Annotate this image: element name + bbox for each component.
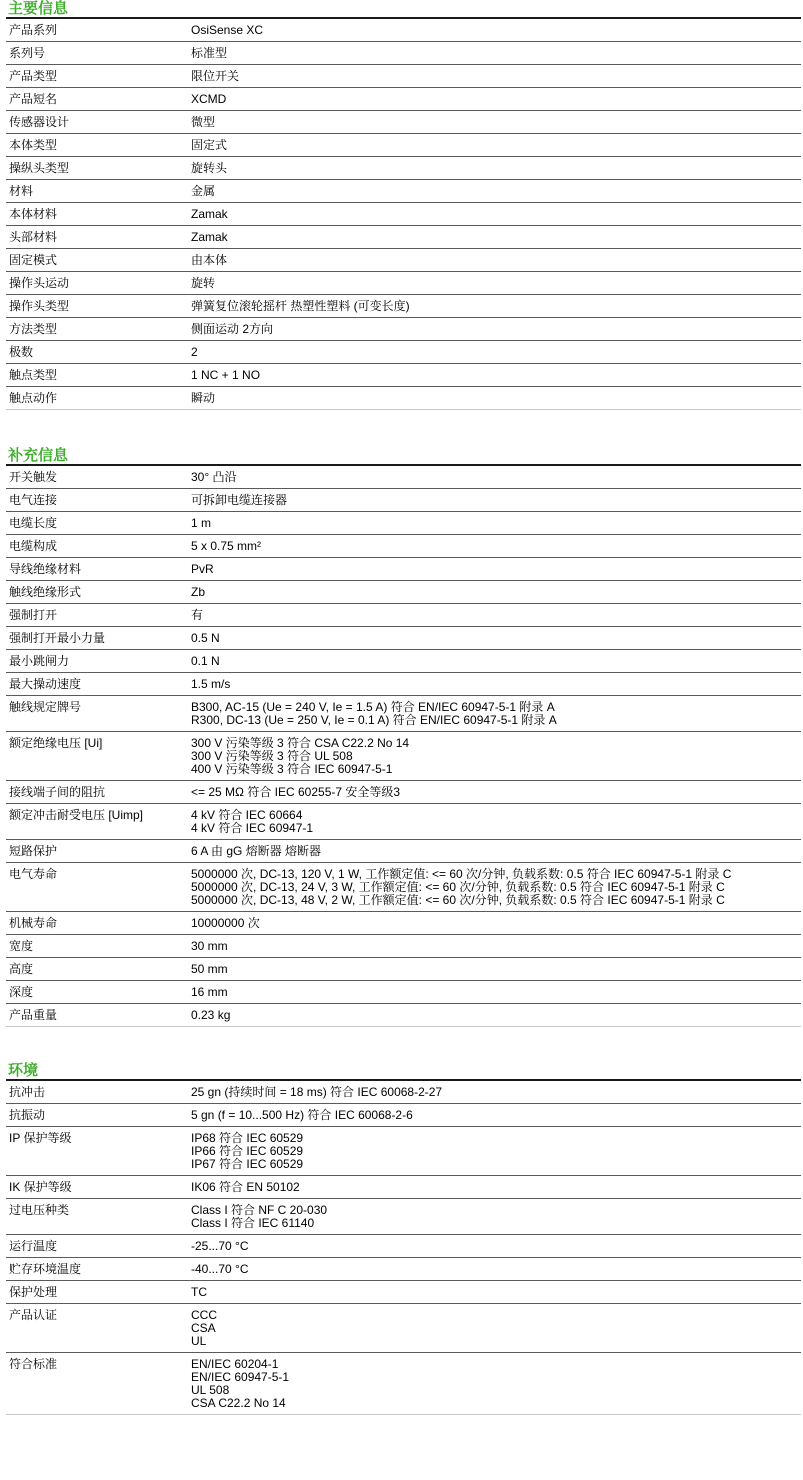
spec-values [191,392,801,405]
spec-value: 30 mm [191,939,228,953]
spec-row [6,1235,801,1258]
spec-values [191,93,801,106]
spec-value: IP67 符合 IEC 60529 [191,1157,304,1171]
spec-row [6,935,801,958]
spec-label: 产品重量 [9,1008,58,1022]
spec-values [191,139,801,152]
spec-value: 30° 凸沿 [191,470,237,484]
spec-values [191,162,801,175]
spec-value: CCC [191,1308,217,1322]
spec-row [6,981,801,1004]
spec-section [6,1062,801,1415]
spec-row [6,489,801,512]
spec-value: Zamak [191,230,228,244]
spec-value: IK06 符合 EN 50102 [191,1180,300,1194]
spec-row [6,249,801,272]
spec-value: 16 mm [191,985,228,999]
spec-values [191,70,801,83]
spec-value: 400 V 污染等级 3 符合 IEC 60947-5-1 [191,762,393,776]
spec-value: Class I 符合 IEC 61140 [191,1216,315,1230]
spec-value: Zamak [191,207,228,221]
spec-value: XCMD [191,92,227,106]
spec-row [6,863,801,912]
spec-label: 操作头类型 [9,299,70,313]
spec-label: IP 保护等级 [9,1131,72,1145]
spec-values [191,1309,801,1348]
spec-label: 头部材料 [9,230,58,244]
spec-label: 触点类型 [9,368,58,382]
spec-section [6,0,801,410]
spec-value: Class I 符合 NF C 20-030 [191,1203,328,1217]
spec-row [6,696,801,732]
spec-value: 旋转 [191,276,216,290]
spec-values [191,586,801,599]
spec-value: CSA C22.2 No 14 [191,1396,286,1410]
spec-row [6,732,801,781]
spec-value: 50 mm [191,962,228,976]
spec-label: 本体类型 [9,138,58,152]
spec-row [6,341,801,364]
section-gap [6,410,801,447]
spec-values [191,1286,801,1299]
spec-label: 方法类型 [9,322,58,336]
spec-row [6,912,801,935]
spec-values [191,116,801,129]
spec-label: 运行温度 [9,1239,58,1253]
spec-row [6,650,801,673]
spec-values [191,678,801,691]
spec-value: 4 kV 符合 IEC 60947-1 [191,821,314,835]
spec-row [6,180,801,203]
spec-values [191,1132,801,1171]
section-title: 主要信息 [6,0,801,19]
section-gap [6,1027,801,1062]
spec-label: 本体材料 [9,207,58,221]
spec-label: 深度 [9,985,34,999]
spec-value: 可拆卸电缆连接器 [191,493,288,507]
spec-value: 5 x 0.75 mm² [191,539,262,553]
spec-values [191,1086,801,1099]
spec-value: 有 [191,608,204,622]
spec-value: CSA [191,1321,216,1335]
spec-value: 300 V 污染等级 3 符合 UL 508 [191,749,353,763]
spec-label: 额定绝缘电压 [Ui] [9,736,103,750]
spec-value: 弹簧复位滚轮摇杆 热塑性塑料 (可变长度) [191,299,410,313]
spec-values [191,809,801,835]
spec-label: 电气连接 [9,493,58,507]
spec-label: 触点动作 [9,391,58,405]
spec-value: IP66 符合 IEC 60529 [191,1144,304,1158]
spec-label: 抗振动 [9,1108,46,1122]
spec-label: 电缆长度 [9,516,58,530]
spec-value: 25 gn (持续时间 = 18 ms) 符合 IEC 60068-2-27 [191,1085,443,1099]
spec-row [6,958,801,981]
spec-label: 强制打开 [9,608,58,622]
spec-value: 300 V 污染等级 3 符合 CSA C22.2 No 14 [191,736,410,750]
spec-value: 旋转头 [191,161,228,175]
spec-values [191,24,801,37]
spec-row [6,134,801,157]
spec-row [6,272,801,295]
spec-values [191,517,801,530]
spec-values [191,986,801,999]
spec-value: 5 gn (f = 10...500 Hz) 符合 IEC 60068-2-6 [191,1108,413,1122]
spec-label: 短路保护 [9,844,58,858]
spec-label: 保护处理 [9,1285,58,1299]
spec-value: R300, DC-13 (Ue = 250 V, Ie = 0.1 A) 符合 EN/IEC 60947-5-1 附录 A [191,713,557,727]
section-title: 补充信息 [6,447,801,466]
spec-label: 触线绝缘形式 [9,585,82,599]
spec-row [6,1304,801,1353]
spec-row [6,673,801,696]
spec-values [191,1109,801,1122]
spec-value: 微型 [191,115,216,129]
spec-values [191,471,801,484]
spec-values [191,300,801,313]
spec-values [191,1358,801,1410]
spec-label: 触线规定牌号 [9,700,82,714]
spec-values [191,323,801,336]
spec-values [191,1204,801,1230]
spec-row [6,1353,801,1415]
spec-values [191,1263,801,1276]
spec-row [6,512,801,535]
spec-label: 机械寿命 [9,916,58,930]
spec-value: 0.5 N [191,631,220,645]
spec-row [6,295,801,318]
spec-value: 标准型 [191,46,228,60]
spec-value: EN/IEC 60947-5-1 [191,1370,290,1384]
spec-label: 传感器设计 [9,115,70,129]
spec-values [191,1181,801,1194]
spec-row [6,1281,801,1304]
spec-value: 4 kV 符合 IEC 60664 [191,808,303,822]
spec-label: 电气寿命 [9,867,58,881]
spec-value: 0.1 N [191,654,220,668]
spec-row [6,1004,801,1027]
spec-label: 产品认证 [9,1308,58,1322]
spec-value: -25...70 °C [191,1239,249,1253]
spec-value: 6 A 由 gG 熔断器 熔断器 [191,844,322,858]
spec-values [191,563,801,576]
spec-row [6,804,801,840]
spec-value: 瞬动 [191,391,216,405]
spec-value: PvR [191,562,214,576]
spec-row [6,1104,801,1127]
spec-row [6,111,801,134]
spec-value: 限位开关 [191,69,240,83]
spec-label: 高度 [9,962,34,976]
spec-value: IP68 符合 IEC 60529 [191,1131,304,1145]
spec-row [6,157,801,180]
spec-row [6,226,801,249]
spec-value: 1.5 m/s [191,677,231,691]
spec-label: 极数 [9,345,34,359]
spec-values [191,346,801,359]
spec-row [6,466,801,489]
spec-value: 5000000 次, DC-13, 24 V, 3 W, 工作额定值: <= 60 次/分钟, 负载系数: 0.5 符合 IEC 60947-5-1 附录 C [191,880,725,894]
spec-values [191,701,801,727]
spec-row [6,65,801,88]
sections-container [6,0,801,1415]
spec-row [6,364,801,387]
spec-value: TC [191,1285,207,1299]
spec-value: 0.23 kg [191,1008,231,1022]
spec-value: <= 25 MΩ 符合 IEC 60255-7 安全等级3 [191,785,401,799]
spec-label: 强制打开最小力量 [9,631,106,645]
spec-label: 系列号 [9,46,46,60]
spec-row [6,19,801,42]
spec-value: 1 NC + 1 NO [191,368,261,382]
spec-values [191,609,801,622]
spec-value: 5000000 次, DC-13, 120 V, 1 W, 工作额定值: <= 60 次/分钟, 负载系数: 0.5 符合 IEC 60947-5-1 附录 C [191,867,732,881]
section-title: 环境 [6,1062,801,1081]
spec-value: EN/IEC 60204-1 [191,1357,279,1371]
spec-value: 固定式 [191,138,228,152]
spec-value: 1 m [191,516,212,530]
spec-values [191,231,801,244]
spec-label: 导线绝缘材料 [9,562,82,576]
spec-section [6,447,801,1027]
spec-label: 固定模式 [9,253,58,267]
spec-row [6,1199,801,1235]
spec-values [191,963,801,976]
spec-label: 最小跳闸力 [9,654,70,668]
spec-row [6,604,801,627]
spec-row [6,42,801,65]
spec-values [191,940,801,953]
spec-row [6,387,801,410]
spec-label: 符合标准 [9,1357,58,1371]
spec-values [191,540,801,553]
spec-values [191,786,801,799]
spec-label: 操作头运动 [9,276,70,290]
spec-values [191,208,801,221]
spec-row [6,535,801,558]
spec-label: 产品短名 [9,92,58,106]
spec-values [191,47,801,60]
spec-row [6,203,801,226]
spec-values [191,369,801,382]
spec-label: 产品系列 [9,23,58,37]
spec-value: UL 508 [191,1383,230,1397]
spec-row [6,627,801,650]
spec-value: UL [191,1334,207,1348]
spec-row [6,1176,801,1199]
spec-value: 2 [191,345,198,359]
spec-label: 电缆构成 [9,539,58,553]
spec-label: 贮存环境温度 [9,1262,82,1276]
spec-values [191,1240,801,1253]
spec-values [191,254,801,267]
spec-value: 侧面运动 2方向 [191,322,274,336]
spec-row [6,88,801,111]
spec-label: 抗冲击 [9,1085,46,1099]
spec-label: 额定冲击耐受电压 [Uimp] [9,808,144,822]
spec-values [191,917,801,930]
spec-row [6,318,801,341]
spec-label: 最大操动速度 [9,677,82,691]
spec-label: 开关触发 [9,470,58,484]
spec-values [191,277,801,290]
spec-row [6,1258,801,1281]
spec-values [191,185,801,198]
spec-values [191,494,801,507]
spec-row [6,581,801,604]
spec-row [6,840,801,863]
spec-values [191,868,801,907]
spec-value: B300, AC-15 (Ue = 240 V, Ie = 1.5 A) 符合 EN/IEC 60947-5-1 附录 A [191,700,555,714]
spec-row [6,558,801,581]
spec-values [191,655,801,668]
spec-values [191,632,801,645]
spec-label: IK 保护等级 [9,1180,72,1194]
spec-values [191,845,801,858]
spec-value: Zb [191,585,206,599]
spec-row [6,1127,801,1176]
spec-value: 5000000 次, DC-13, 48 V, 2 W, 工作额定值: <= 60 次/分钟, 负载系数: 0.5 符合 IEC 60947-5-1 附录 C [191,893,725,907]
spec-value: OsiSense XC [191,23,264,37]
spec-value: 金属 [191,184,216,198]
spec-values [191,1009,801,1022]
spec-label: 材料 [9,184,34,198]
spec-row [6,781,801,804]
spec-label: 产品类型 [9,69,58,83]
spec-label: 过电压种类 [9,1203,70,1217]
spec-label: 接线端子间的阻抗 [9,785,106,799]
spec-label: 宽度 [9,939,34,953]
spec-values [191,737,801,776]
spec-value: 由本体 [191,253,228,267]
spec-value: -40...70 °C [191,1262,249,1276]
spec-label: 操纵头类型 [9,161,70,175]
spec-row [6,1081,801,1104]
spec-value: 10000000 次 [191,916,260,930]
